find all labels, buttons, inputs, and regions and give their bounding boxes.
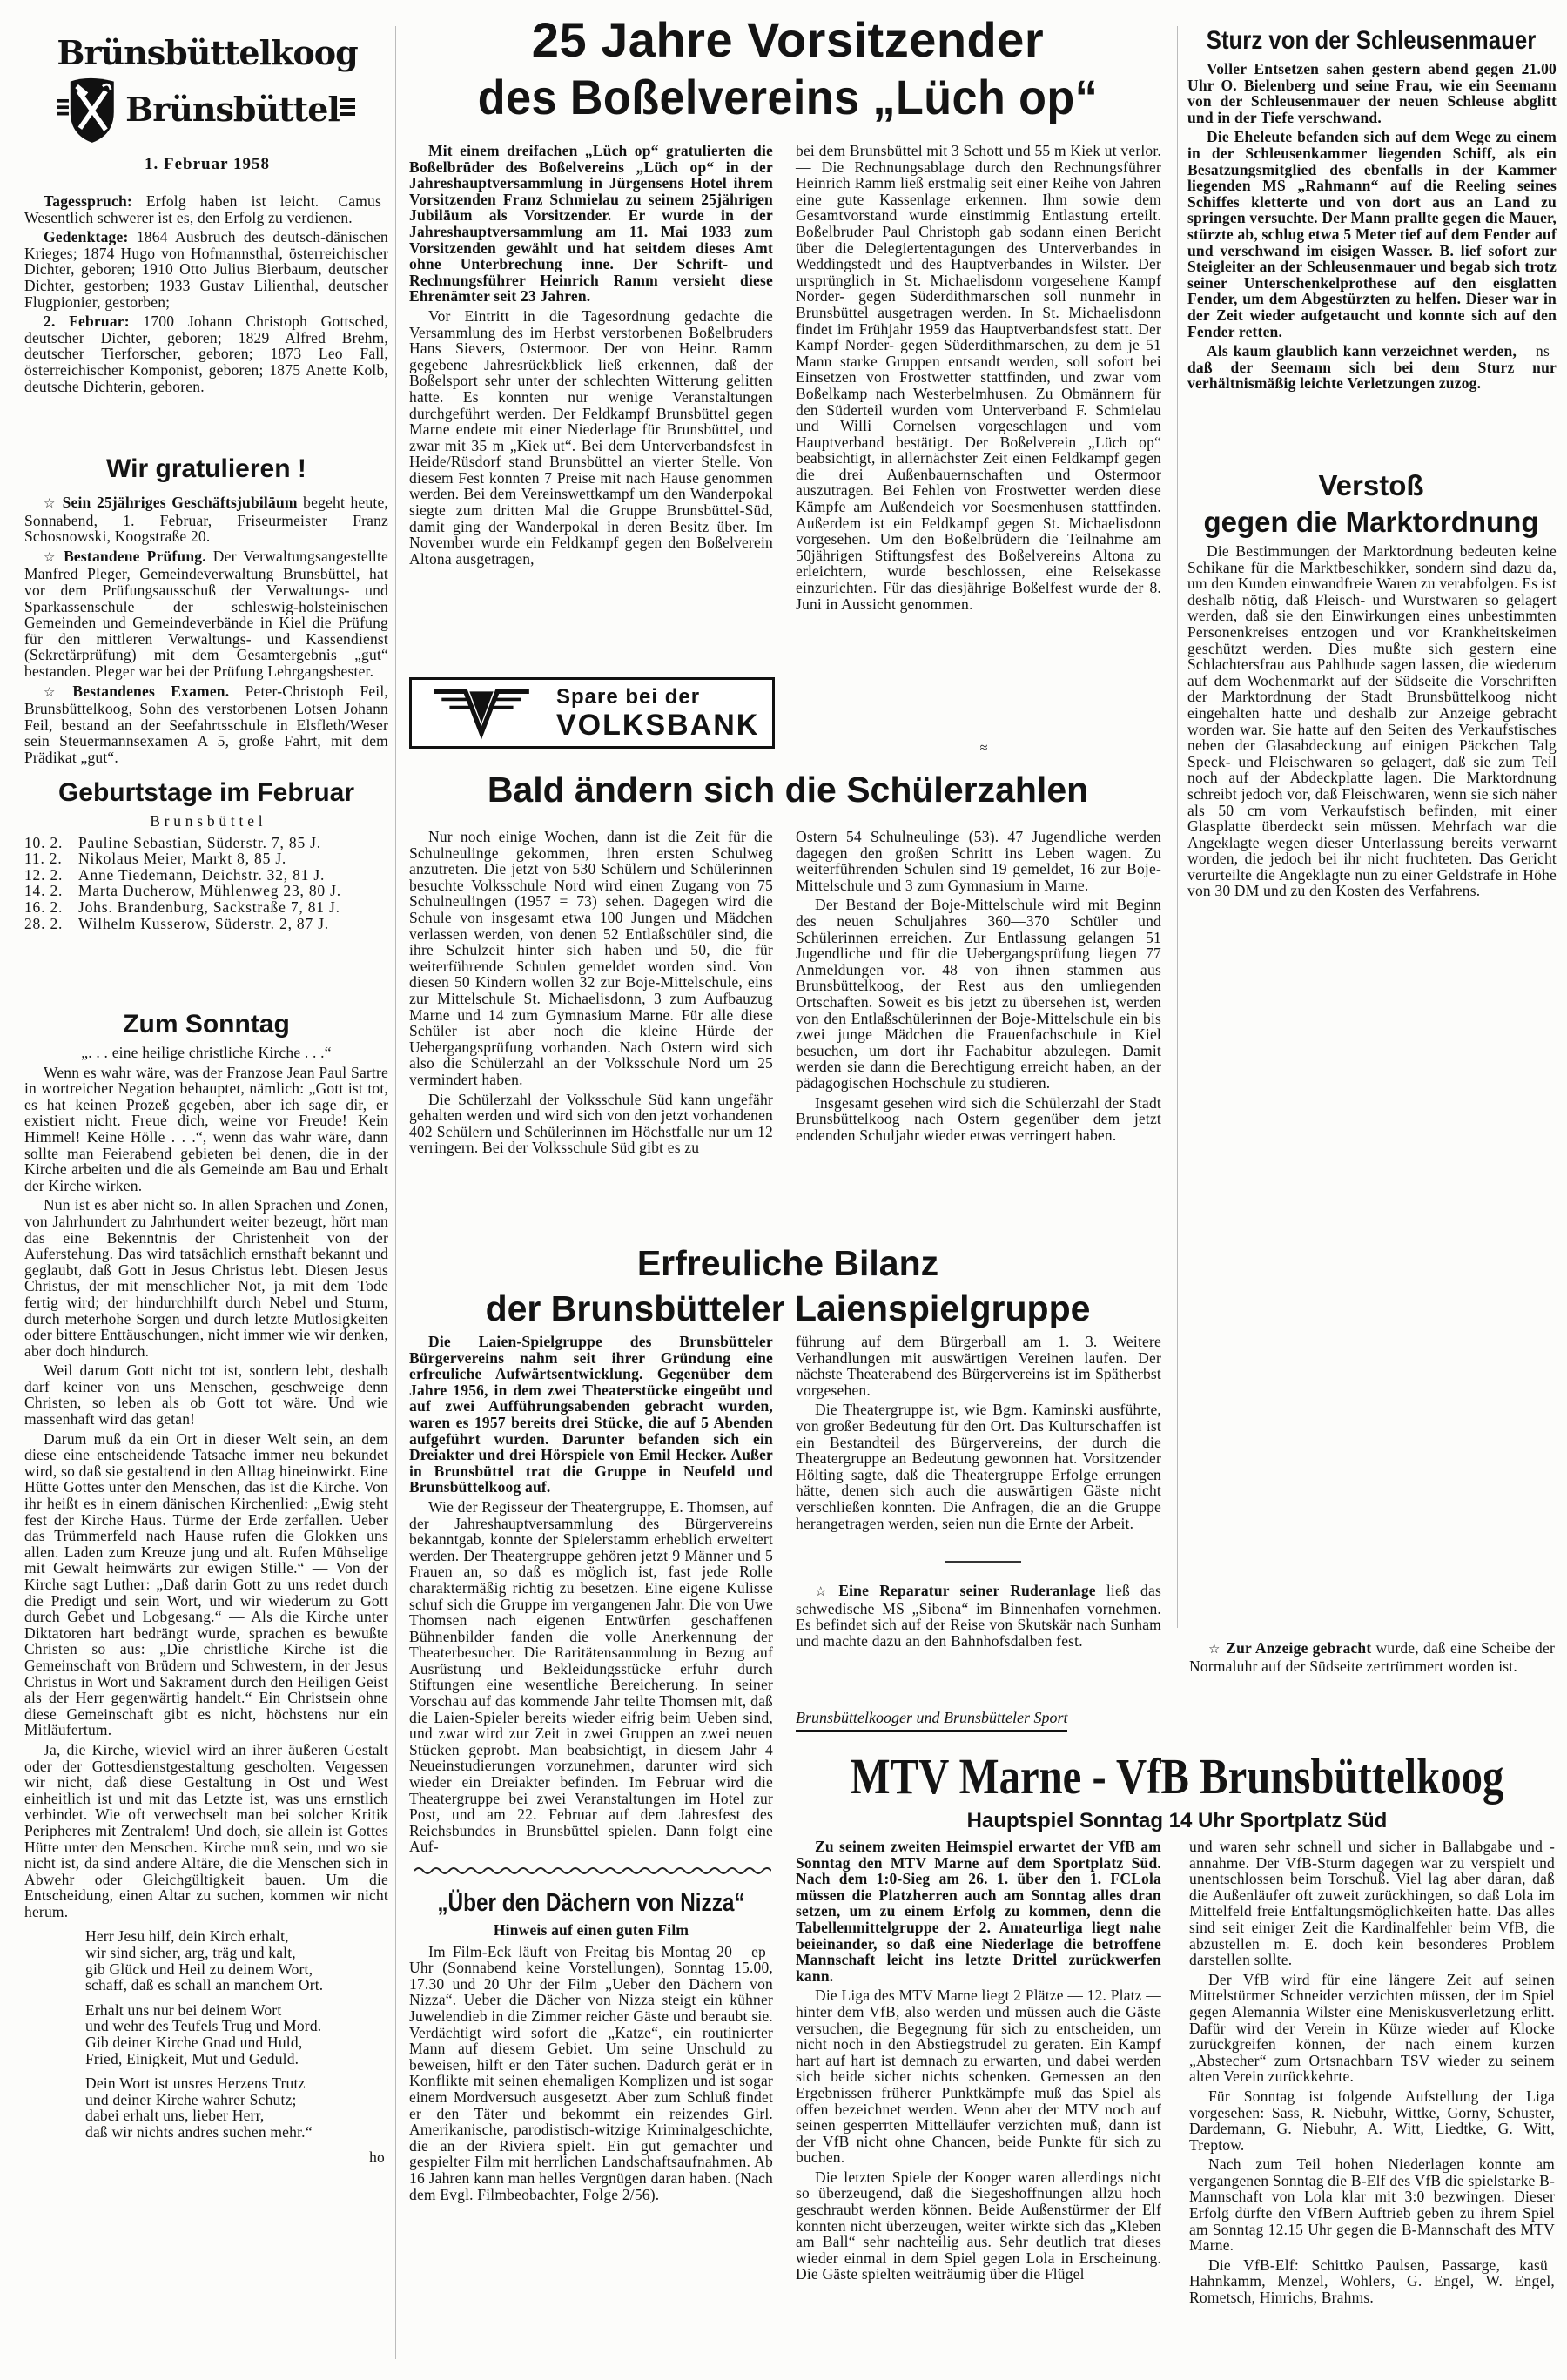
paragraph — [24, 193, 388, 225]
sunday-heading: Zum Sonntag — [123, 1010, 290, 1039]
paragraph — [1189, 2088, 1555, 2153]
market-article — [1187, 543, 1557, 903]
paragraph — [796, 897, 1161, 1091]
birthday-date: 16. 2. — [24, 898, 64, 916]
paragraph-lead: Bestandene Prüfung. — [64, 547, 206, 565]
star-icon: ☆ — [44, 685, 68, 700]
paragraph-text: Die Liga des MTV Marne liegt 2 Plätze — 12. Platz — hinter dem VfB, also werden und müssen auch die Gäste versuchen, die Begegnung für sich zu entscheiden, um nicht noch in den Abstiegstrudel zu geraten. Ein Kampf hart auf hart ist demnach zu erwarten, und dabei werden sich beide sicher nichts schenken. Gemessen an den Ergebnissen früherer Punktkämpfe muß das Spiel als offen bezeichnet werden. Wenn aber der MTV noch auf seinen gesperrten Mittelläufer verzichten muß, dann ist der VfB nicht ohne Chancen, beide Punkte für sich zu buchen. — [796, 1987, 1161, 2167]
market-headline-line2: gegen die Marktordnung — [1203, 506, 1539, 538]
paragraph — [796, 1839, 1161, 1984]
film-subtitle: Hinweis auf einen guten Film — [493, 1921, 689, 1939]
star-icon: ☆ — [815, 1585, 834, 1599]
paragraph — [24, 683, 388, 766]
column-divider — [395, 26, 396, 2359]
paragraph-text: Insgesamt gesehen wird sich die Schülerzahl der Stadt Brunsbüttelkoog nach Ostern gegenüber dem jetzt endenden Schuljahr wieder etwas verringert haben. — [796, 1093, 1161, 1144]
author-signature: Camus — [338, 192, 381, 210]
hymn-line: Herr Jesu hilf, dein Kirch erhalt, — [85, 1927, 289, 1946]
paragraph — [796, 143, 1161, 612]
birthday-date: 11. 2. — [24, 850, 63, 868]
paragraph-text: Mit einem dreifachen „Lüch op“ gratulierten die Boßelbrüder des Boßelvereins „Lüch op“ in der Jahreshauptversammlung in Jürgensens Hotel ihrem Vorsitzenden Franz Schmielau zu seinem 25jährigen Jubiläum als Vorsitzender. Er wurde in der Jahreshauptversammlung am 11. Mai 1933 zum Vorsitzenden gewählt und hat seitdem dieses Amt ohne Unterbrechung inne. Der Schrift- und Rechnungsführer Heinrich Ramm versieht diese Ehrenämter seit 23 Jahren. — [409, 142, 773, 306]
bossel-column-1 — [409, 143, 773, 570]
paragraph — [24, 1065, 388, 1194]
hymn-line: dabei erhalt uns, lieber Herr, — [85, 2107, 265, 2125]
paragraph-text: und waren sehr schnell und sicher in Ballabgabe und -annahme. Der VfB-Sturm dagegen war zu verspielt und unentschlossen beim Torschuß. Viel lag aber daran, daß die Außenläufer oft zuweit zurückhingen, so daß Lola im Mittelfeld freie Entfaltungsmöglichkeiten hatte. Das alles sind seit einiger Zeit die Kardinalfehler beim VfB, die abzustellen m. E. doch kein besonderes Problem darstellen sollte. — [1189, 1838, 1555, 1969]
clock-damage-note — [1189, 1640, 1555, 1677]
birthday-date: 14. 2. — [24, 882, 64, 900]
paragraph-text: Darum muß da ein Ort in dieser Welt sein, an dem diese eine entscheidende Tatsache immer neu bekundet wird, so daß sie gestaltend in den Alltag hineinwirkt. Eine Hütte Gottes unter den Menschen, das ist die Kirche. Von ihr heißt es in einem dänischen Kirchenlied: „Ewig steht fest der Kirche Haus. Türme der Erde zerfallen. Ueber das Trümmerfeld nach Hause rufen die Glokken uns allen. Laden zum Kreuze jung und alt. Rufen Mühselige mit Gewalt heimwärts zur ewigen Stille.“ — Von der Kirche sagt Luther: „Daß darin Gott zu uns redet durch die Predigt und sein Wort, und wir wiederum zu Gott durch Gebet und Lobgesang.“ — Als die Kirche unter Diktatoren hart bedrängt wurde, sprachen es bewußte Christen so aus: „Die christliche Kirche ist die Gemeinschaft von Brüdern und Schwestern, in der Jesus Christus in Wort und Sakrament durch den Heiligen Geist als der Herr gegenwärtig handelt.“ Ein Christsein ohne diese Gemeinschaft gibt es nicht, höchstens nur ein Mitläufertum. — [24, 1429, 388, 1739]
birthday-person: Pauline Sebastian, Süderstr. 7, 85 J. — [78, 833, 321, 851]
daily-notes — [24, 193, 388, 398]
paragraph — [409, 1092, 773, 1156]
paragraph-text: Im Film-Eck läuft von Freitag bis Montag 20 Uhr (Sonnabend keine Vorstellungen), Sonntag 15.00, 17.30 und 20 Uhr der Film „Ueber den Dächern von Nizza“. Ueber die Dächer von Nizza steigt ein kühner Juwelendieb in die Zimmer reicher Gäste und beraubt sie. Verdächtigt wird sofort die „Katze“, ein routinierter Mann auf diesem Gebiet. Um seine Unschuld zu beweisen, hilft er den Täter suchen. Dadurch gerät er in Konflikte mit seinen ehemaligen Komplizen und ist sogar einem Mordversuch ausgesetzt. Aber zum Schluß findet er den Täter und bekommt ein reizendes Girl. Amerikanische, parodistisch-witzige Kriminalgeschichte, die an der Riviera spielt. Ein gut gemachter und gespielter Film mit herrlichen Landschaftsaufnahmen. Ab 16 Jahren kann man helles Vergnügen daran haben. (Nach dem Evgl. Filmbeobachter, Folge 2/56). — [409, 1942, 773, 2203]
masthead — [26, 33, 388, 174]
paragraph-text: Weil darum Gott nicht tot ist, sondern lebt, deshalb darf keiner von uns Menschen, geschweige denn Christen, so leben als ob Gott tot wäre. Und wie massenhaft wird das getan! — [24, 1361, 388, 1429]
hymn-line: und deiner Kirche wahrer Schutz; — [85, 2090, 297, 2108]
birthdays-list — [24, 835, 388, 932]
paragraph — [24, 548, 388, 680]
paragraph-lead: 2. Februar: — [44, 313, 130, 331]
paragraph — [24, 1742, 388, 1920]
paragraph-text: Zu seinem zweiten Heimspiel erwartet der VfB am Sonntag den MTV Marne auf dem Sportplatz Süd. Nach dem 1:0-Sieg am 26. 1. über den 1. FCLola müssen die Platzherren auch am Sonntag alles dran setzen, um zu einem Erfolg zu kommen, denn die Tabellenmittelgruppe der 2. Amateurliga liegt nahe beieinander, so daß eine Niederlage die betroffene Mannschaft leicht ins letzte Drittel zurückwerfen kann. — [796, 1838, 1161, 1985]
short-rule — [945, 1561, 1021, 1563]
paragraph-text: Nur noch einige Wochen, dann ist die Zeit für die Schulneulinge gekommen, ihren ersten Schulweg anzutreten. Die jetzt von 530 Schülern und Schülerinnen besuchte Volksschule Nord wird einen Zugang von 75 Schulneulingen (1957 = 73) sehen. Dagegen wird die Schule von insgesamt etwa 100 Jungen und Mädchen verlassen werden, von denen 52 Entlaßschüler sind, die ihre Schulzeit hinter sich haben und 50, die für weiterführende Schulen gemeldet worden sind. Von diesen 50 Kindern wollen 32 zur Boje-Mittelschule, eins zur Mittelschule St. Michaelisdonn, 3 zum Aufbauzug Marne und 14 zum Gymnasium Marne. Für alle diese Schüler ist aber noch die kleine Hürde der Uebergangsprüfung vorhanden. Nach Ostern wird sich also die Schülerzahl an der Volksschule Nord um 25 vermindert haben. — [409, 828, 773, 1088]
paragraph-text: 1700 Johann Christoph Gottsched, deutscher Dichter, geboren; 1829 Alfred Brehm, deutscher Tierforscher, geboren; 1873 Leo Fall, österreichischer Komponist, geboren; 1875 Anette Kolb, deutsche Dichterin, geboren. — [24, 313, 388, 395]
birthday-person: Marta Ducherow, Mühlenweg 23, 80 J. — [78, 882, 341, 900]
issue-date: 1. Februar 1958 — [145, 155, 270, 173]
bossel-headline-line1: 25 Jahre Vorsitzender — [531, 12, 1045, 67]
school-headline: Bald ändern sich die Schülerzahlen — [487, 770, 1089, 810]
paragraph-text: Nach zum Teil hohen Niederlagen konnte am vergangenen Sonntag die B-Elf des VfB die spielstarke B-Mannschaft von Lola klar mit 3:0 bezwingen. Dieser Erfolg dürfte den VfBern Auftrieb geben zu ihrem Spiel am Sonntag 12.15 Uhr gegen die B-Mannschaft des MTV Marne. — [1189, 2155, 1555, 2255]
hymn-line: und wehr des Teufels Trug und Mord. — [85, 2017, 322, 2035]
congratulations-heading: Wir gratulieren ! — [106, 454, 306, 483]
sunday-signature: ho — [369, 2148, 385, 2166]
paragraph — [409, 308, 773, 568]
theatre-column-2 — [796, 1334, 1161, 1535]
star-icon: ☆ — [44, 497, 57, 511]
star-icon: ☆ — [1208, 1643, 1221, 1657]
paragraph-lead: Gedenktage: — [44, 228, 129, 246]
hymn-line: Dein Wort ist unsres Herzens Trutz — [85, 2074, 306, 2093]
paragraph — [796, 1334, 1161, 1398]
paragraph-text: Die Theatergruppe ist, wie Bgm. Kaminski ausführte, von großer Bedeutung für den Ort. Das Kulturschaffen ist ein Bestandteil des Bürgervereins, der durch die Theatergruppe an Bedeutung gewonnen hat. Vorsitzender Hölting sagte, daß die Theatergruppe Erfolge errungen hätte, denen sich auch die auswärtigen Gäste nicht verschließen konnten. Die Anfragen, die an die Gruppe herangetragen werden, seien nun die Ernte der Arbeit. — [796, 1401, 1161, 1532]
hymn-line: Fried, Einigkeit, Mut und Geduld. — [85, 2049, 299, 2067]
hymn-stanza — [85, 1928, 388, 1993]
ad-line-2: VOLKSBANK — [556, 709, 760, 742]
paragraph-lead: Eine Reparatur seiner Ruderanlage — [838, 1582, 1096, 1599]
paragraph — [409, 143, 773, 305]
paragraph-text: ließ das schwedische MS „Sibena“ im Binnenhafen vornehmen. Es befindet sich auf der Reise von Skutskär nach Sunham und machte dazu an den Bahnhofsdalben fest. — [796, 1582, 1161, 1650]
bossel-headline-line2: des Boßelvereins „Lüch op“ — [477, 70, 1099, 124]
paragraph-text: Die Bestimmungen der Marktordnung bedeuten keine Schikane für die Marktbeschikker, sondern sind dazu da, um den Kunden einwandfreie Waren zu verabfolgen. Es ist deshalb nötig, daß Fleisch- und Wurstwaren so gelagert werden, daß sie den Einwirkungen eines unbestimmten Personenkreises entzogen und vor Krankheitskeimen geschützt werden. Dies mußte sich gestern eine Schlachtersfrau aus Pahlhude sagen lassen, die wiederum auf dem Wochenmarkt auf der Südseite die Vorschriften der Marktordnung der Stadt Brunsbüttelkoog nicht eingehalten hatte und deshalb zur Anzeige gebracht worden war. Sie hatte auf den Seiten des Verkaufstisches neben der Glasabdeckung auf einigen Päckchen Talg Speck- und Fleischwaren so gelagert, daß sie zum Teil noch auf der Abdeckplatte lagen. Die Marktordnung schreibt jedoch vor, daß Fleischwaren, wenn sie sich näher als 50 cm vom Verkaufstisch befinden, mit einer Glasplatte überdeckt sein müssen. Mehrfach war die Angeklagte wegen dieser Unterlassung bereits verwarnt worden, die jedoch bei ihr nicht fruchteten. Das Gericht verurteilte die Angeklagte nun zu einer Geldstrafe in Höhe von 30 DM und zu den Kosten des Verfahrens. — [1187, 542, 1557, 900]
volksbank-logo-icon — [429, 685, 534, 741]
bossel-column-2 — [796, 143, 1161, 615]
birthday-date: 12. 2. — [24, 865, 64, 884]
hymn-stanza — [85, 2002, 388, 2067]
star-icon: ☆ — [44, 550, 59, 565]
ad-line-1: Spare bei der — [556, 685, 701, 709]
paragraph-text: Ostern 54 Schulneulinge (53). 47 Jugendliche werden dagegen den großen Schritt ins Leben wagen. Zu weiterführenden Schulen sind 19 gemeldet, 16 zur Boje-Mittelschule und 3 zum Gymnasium in Marne. — [796, 828, 1161, 894]
school-column-1 — [409, 829, 773, 1160]
hymn-line: wir sind sicher, arg, träg und kalt, — [85, 1944, 296, 1962]
paragraph-text: Ja, die Kirche, wieviel wird an ihrer äußeren Gestalt oder der Gottesdienstgestaltung gescholten. Vergessen wir nicht, daß diese Gestaltung in Ost und West einheitlich ist und mit das Letzte ist, was uns ernstlich verbindet. Wie oft verwechselt man bei solcher Kritik Peripheres mit Zentralem! Und doch, sie allein ist Gottes Hütte unter den Menschen. Kirche muß sein, und wo sie nicht ist, da sind andere Altäre, die die Menschen sich in Abwehr oder Gleichgültigkeit bauen. Um die Entscheidung, einen Altar zu suchen, kommen wir nicht herum. — [24, 1740, 388, 1920]
paragraph — [24, 313, 388, 394]
paragraph — [1189, 1972, 1555, 2085]
masthead-title-line1: Brünsbüttelkoog — [57, 33, 358, 72]
hymn-line: Erhalt uns nur bei deinem Wort — [85, 2000, 282, 2019]
birthday-person: Nikolaus Meier, Markt 8, 85 J. — [78, 850, 287, 868]
birthday-row — [24, 899, 388, 916]
column-divider — [1177, 26, 1178, 1628]
paragraph-text: Die Eheleute befanden sich auf dem Wege zu einem in der Schleusenkammer liegenden Schiff, als ein Besatzungsmitglied des ebenfalls in der Kammer liegenden MS „Rahmann“ auf die Reeling seines Schiffes kletterte und von dort aus an Land zu springen versuchte. Der Mann prallte gegen die Mauer, stürzte ab, schlug etwa 5 Meter tief auf dem Fender auf und verschwand im eisigen Wasser. B. lief sofort zur Steigleiter an der Schleusenmauer und begab sich trotz seiner Unterschenkelprothese auf den eisglatten Fender, um dem Abgestürzten zu helfen. Dieser war in der Zeit wieder aufgetaucht und konnte sich auf den Fender retten. — [1187, 128, 1557, 340]
film-article — [409, 1944, 773, 2207]
wave-divider-icon — [414, 1866, 771, 1876]
theatre-column-1 — [409, 1334, 773, 1859]
birthdays-heading: Geburtstage im Februar — [57, 778, 355, 807]
birthday-row — [24, 867, 388, 884]
paragraph-text: Für Sonntag ist folgende Aufstellung der Liga vorgesehen: Sass, R. Niebuhr, Wittke, Gorny, Schuster, Dardemann, G. Niebuhr, A. Witt, Liedtke, G. Witt, Treptow. — [1189, 2087, 1555, 2154]
film-headline: „Über den Dächern von Nizza“ — [437, 1889, 745, 1917]
paragraph — [1189, 1839, 1555, 1968]
banner-ornament-icon — [340, 97, 357, 123]
paragraph-text: bei dem Brunsbüttel mit 3 Schott und 55 m Kiek ut verlor. — Die Rechnungsablage durch den Rechnungsführer Heinrich Ramm ließ erstmalig seit einer Reihe von Jahren eine gute Kassenlage erkennen. Ihm sowie dem Gesamtvorstand wurde einstimmig Entlastung erteilt. Boßelbruder Paul Christoph gab sodann einen Bericht über die Delegiertentagungen des Unterverbandes in Weddingstedt und des Hauptverbandes in Wilster. Der ursprünglich in St. Michaelisdonn vorgesehene Kampf Norder- gegen Süderdithmarschen soll nunmehr in Brunsbüttel ausgetragen werden. In St. Michaelisdonn findet im Frühjahr 1959 das Hauptverbandsfest statt. Der Kampf Norder- gegen Süderdithmarschen, zu dem je 51 Mann starke Gruppen entsandt werden, soll sofort bei Einsetzen von Frostwetter stattfinden, und zwar vom Boßelkamp nach Westerbelmhusen. Zu Obmännern für den Süderteil wurden vom Unterverband F. Schmielau und Willi Cornelsen vorgeschlagen und vom Hauptverband bestätigt. Der Boßelverein „Lüch op“ beabsichtigt, in allernächster Zeit einen Feldkampf gegen die drei Außenbauernschaften und Ostermoor auszutragen. Bei Fehlen von Frostwetter werden diese Kämpfe am Außendeich vor Soesmenhusen stattfinden. Außerdem ist ein Feldkampf gegen St. Michaelisdonn vorgesehen. Um den Boßelbrüdern die Teilnahme am 50jährigen Stiftungsfest des Boßelvereins Altona zu erleichtern, wurde beschlossen, eine Reisekasse einzurichten. Für das diesjährige Boßelfest wurde der 8. Juni in Aussicht genommen. — [796, 142, 1161, 613]
paragraph-text: Die Laien-Spielgruppe des Brunsbütteler Bürgervereins nahm seit ihrer Gründung eine erfreuliche Aufwärtsentwicklung. Gegenüber dem Jahre 1956, in dem zwei Theaterstücke eingeübt und auf zwei Aufführungsabenden gebracht wurden, waren es 1957 bereits drei Stücke, die auf 5 Abenden aufgeführt wurden. Darunter befanden sich ein Dreiakter und drei Hörspiele von Emil Hecker. Außer in Brunsbüttel trat die Gruppe in Neufeld und Brunsbüttelkoog auf. — [409, 1333, 773, 1496]
birthday-person: Johs. Brandenburg, Sackstraße 7, 81 J. — [78, 898, 340, 916]
paragraph — [1189, 2156, 1555, 2254]
hymn-line: schaff, daß es schall an manchem Ort. — [85, 1976, 324, 1994]
sunday-subtitle: „. . . eine heilige christliche Kirche . . .“ — [81, 1044, 332, 1061]
paragraph-text: begeht heute, Sonnabend, 1. Februar, Friseurmeister Franz Schosnowski, Koogstraße 20. — [24, 494, 389, 546]
birthday-date: 10. 2. — [24, 833, 64, 851]
paragraph-text: Wie der Regisseur der Theatergruppe, E. Thomsen, auf der Jahreshauptversammlung des Bürgervereins bekanntgab, konnte der Spielerstamm erheblich erweitert werden. Der Theatergruppe gehören jetzt 9 Männer und 5 Frauen an, so daß es möglich ist, fast jede Rolle charaktermäßig richtig zu besetzen. Eine eigene Kulisse schuf sich die Gruppe im vergangenen Jahr. Die von Uwe Thomsen nach eigenen Entwürfen geschaffenen Bühnenbilder fanden die volle Anerkennung der Theaterbesucher. Die Raritätensammlung in Bezug auf Ausrüstung und Bekleidungsstücke erfuhr durch Stiftungen eine wesentliche Bereicherung. In seiner Vorschau auf das kommende Jahr teilte Thomsen mit, daß die Laien-Spieler bereits wieder eifrig beim Ueben sind, und zwar wird zur Zeit in zwei Gruppen an zwei neuen Stücken geprobt. Man beabsichtigt, in diesem Jahr 4 Neueinstudierungen vorzunehmen, darunter wird sich wieder ein Dreiakter befinden. Im Februar wird die Theatergruppe bei zwei Veranstaltungen im Hotel zur Post, und am 22. Februar auf dem Jahresfest des Reichsbundes in Brunsbüttel spielen. Dann folgt eine Auf- — [409, 1497, 773, 1856]
paragraph-text: Wenn es wahr wäre, was der Franzose Jean Paul Sartre in wortreicher Negation behauptet, nämlich: „Gott ist tot, es hat keinen Prozeß gegeben, aber ich sage dir, er existiert nicht. Freue dich, weine vor Freude! Kein Himmel! Keine Hölle . . .“, wenn das wahr wäre, dann sollte man Feierabend gebieten bei denen, die in der Kirche arbeiten und die als Gemeinde am Bau und Erhalt der Kirche wirken. — [24, 1063, 388, 1194]
birthday-row — [24, 850, 388, 867]
paragraph-text: Der VfB wird für eine längere Zeit auf seinen Mittelstürmer Schneider verzichten müssen, der im Spiel gegen Alemannia Wilster eine Meniskusverletzung erlitt. Dafür wird der Verein in Kürze wieder auf Klocke zurückgreifen können, der nach einem kurzen „Abstecher“ zum Ortsnachbarn TSV wieder zu seinem alten Verein zurückkehrte. — [1189, 1970, 1555, 2086]
birthday-row — [24, 883, 388, 899]
paragraph — [409, 1334, 773, 1496]
paragraph — [24, 1197, 388, 1359]
author-signature: ep — [751, 1942, 766, 1960]
paragraph — [1187, 61, 1557, 125]
paragraph — [24, 229, 388, 310]
paragraph-text: Der Verwaltungsangestellte Manfred Pleger, Gemeindeverwaltung Brunsbüttel, hat vor dem Prüfungsausschuß der Verwaltungs- und Sparkassenschule der schleswig-holsteinischen Gemeinden und Gemeindeverbände in Kiel die Prüfung für den mittleren Verwaltungs- und Kassendienst (Sekretärprüfung) mit dem Gesamtergebnis „gut“ bestanden. Pleger war bei der Prüfung Lehrgangsbester. — [24, 547, 388, 680]
paragraph-text: Der Bestand der Boje-Mittelschule wird mit Beginn des neuen Schuljahres 360—370 Schüler und Schülerinnen erreichen. Zur Entlassung gelangen 51 Jugendliche und für die Uebergangsprüfung liegen 77 Anmeldungen vor. 48 von ihnen stammen aus Brunsbüttelkoog, der Rest aus den umliegenden Ortschaften. Soweit es bis jetzt zu übersehen ist, werden von den Entlaßschülerinnen der Boje-Mittelschule ein bis zwei junge Mädchen die Frauenfachschule in Kiel besuchen, um dort ihr Fachabitur abzulegen. Damit werden sie dann die Berechtigung erreicht haben, an der pädagogischen Hochschule zu studieren. — [796, 896, 1161, 1092]
sport-column-2 — [1189, 1839, 1555, 2309]
school-column-2 — [796, 829, 1161, 1146]
theatre-headline-line2: der Brunsbütteler Laienspielgruppe — [485, 1288, 1091, 1328]
paragraph — [24, 1431, 388, 1738]
hymn-line: daß wir nichts andres suchen mehr.“ — [85, 2123, 313, 2141]
paragraph-text: Die Schülerzahl der Volksschule Süd kann ungefähr gehalten werden und wird sich von den jetzt vorhandenen 402 Schülern und Schülerinnen im Höchstfalle nur um 12 verringern. Bei der Volksschule Süd gibt es zu — [409, 1090, 773, 1157]
wave-ornament-icon: ≈ — [979, 741, 988, 756]
birthday-row — [24, 835, 388, 851]
sunday-article — [24, 1045, 388, 2165]
paragraph-text: Die VfB-Elf: Schittko Paulsen, Passarge, Hahnkamm, Menzel, Wohlers, G. Engel, W. Engel, Rometsch, Hinrichs, Brahms. — [1189, 2256, 1555, 2307]
paragraph-text: Peter-Christoph Feil, Brunsbüttelkoog, Sohn des verstorbenen Lotsen Johann Feil, bestand an der Seefahrtsschule in Elsfleth/Weser sein Steuermannsexamen A 5, große Fahrt, mit dem Prädikat „gut“. — [24, 682, 389, 766]
paragraph — [1187, 343, 1557, 392]
paragraph — [409, 1499, 773, 1855]
paragraph-text: Vor Eintritt in die Tagesordnung gedachte die Versammlung des im Herbst verstorbenen Boßelbruders Hans Sievers, Ostermoor. Der von Heinr. Ramm gegebene Jahresrückblick ließ erkennen, daß der Boßelsport sehr unter der schlechten Witterung gelitten hatte. Es konnten nur wenige Veranstaltungen durchgeführt werden. Der Feldkampf Brunsbüttel gegen Marne endete mit einer Niederlage für Brunsbüttel, und zwar mit 35 m „Kiek ut“. Bei dem Unterverbandsfest in Heide/Rüsdorf stand Brunsbüttel an vierter Stelle. Von diesem Fest konnten 7 Preise mit nach Hause genommen werden. Bei dem Vereinswettkampf um den Wanderpokal siegte zum dritten Mal die Gruppe Brunsbüttel-Süd, damit ging der Wanderpokal in deren Besitz über. Im November wurde ein Feldkampf gegen den Boßelverein Altona ausgetragen, — [409, 306, 773, 568]
paragraph — [796, 829, 1161, 893]
paragraph — [409, 1944, 773, 2203]
market-headline-line1: Verstoß — [1318, 469, 1424, 501]
paragraph — [1189, 1640, 1555, 1674]
theatre-headline-line1: Erfreuliche Bilanz — [636, 1243, 939, 1283]
paragraph — [796, 1095, 1161, 1144]
hymn-line: Gib deiner Kirche Gnad und Huld, — [85, 2034, 303, 2052]
sport-column-1 — [796, 1839, 1161, 2286]
paragraph — [1187, 129, 1557, 340]
paragraph-text: führung auf dem Bürgerball am 1. 3. Weitere Verhandlungen mit auswärtigen Vereinen laufen. Der nächste Theaterabend des Bürgervereins ist im Spätherbst vorgesehen. — [796, 1333, 1161, 1399]
paragraph — [1187, 543, 1557, 899]
birthday-person: Anne Tiedemann, Deichstr. 32, 81 J. — [78, 865, 326, 884]
birthdays-place: B r u n s b ü t t e l — [150, 812, 263, 830]
birthday-row — [24, 916, 388, 932]
author-signature: ns — [1536, 342, 1550, 360]
volksbank-ad — [409, 677, 775, 749]
paragraph — [24, 1362, 388, 1427]
paragraph-lead: Bestandenes Examen. — [72, 682, 230, 700]
lock-fall-article — [1187, 61, 1557, 395]
sport-subtitle: Hauptspiel Sonntag 14 Uhr Sportplatz Süd — [966, 1809, 1388, 1832]
sunday-body — [24, 1065, 388, 1920]
paragraph — [409, 829, 773, 1088]
paragraph — [796, 1402, 1161, 1531]
masthead-title-line2: Brünsbüttel — [125, 90, 340, 129]
hymn-stanza — [85, 2075, 388, 2140]
paragraph — [796, 1987, 1161, 2166]
coat-of-arms-icon — [57, 75, 122, 145]
paragraph-text: 1864 Ausbruch des deutsch-dänischen Krieges; 1874 Hugo von Hofmannsthal, österreichischer Dichter, geboren; 1910 Otto Julius Bierbaum, deutscher Dichter, gestorben; 1933 Gustav Lilienthal, deutscher Flugpionier, gestorben; — [24, 228, 388, 311]
hymn-verses — [85, 1928, 388, 2140]
birthday-date: 28. 2. — [24, 914, 64, 932]
rudder-repair-note — [796, 1583, 1161, 1652]
paragraph-text: Voller Entsetzen sahen gestern abend gegen 21.00 Uhr O. Bielenberg und seine Frau, wie ein Seemann von der Schleusenmauer der neuen Schleuse abglitt und in der Tiefe verschwand. — [1187, 60, 1557, 126]
paragraph-text: Nun ist es aber nicht so. In allen Sprachen und Zonen, von Jahrhundert zu Jahrhundert weiter bezeugt, hört man das eine Bekenntnis der Christenheit von der Auferstehung. Das wird tatsächlich ernsthaft bekannt und geglaubt, daß Gott in Jesus Christus lebt. Diesen Jesus Christus, der mit menschlicher Not, ja mit dem Tode fertig wird; der hindurchhilft durch Nebel und Sturm, durch meterhohe Sorgen und durch letzte Mutlosigkeiten oder bittere Enttäuschungen, nicht immer wie wir denken, aber doch hindurch. — [24, 1196, 388, 1360]
paragraph — [796, 2169, 1161, 2283]
paragraph-text: Als kaum glaublich kann verzeichnet werden, daß der Seemann sich bei dem Sturz nur verhältnismäßig leichte Verletzungen zuzog. — [1187, 342, 1557, 393]
paragraph — [24, 494, 388, 545]
paragraph-text: Die letzten Spiele der Kooger waren allerdings nicht so überzeugend, daß die Siegeshoffnungen allzu hoch geschraubt werden können. Beide Außenstürmer der Elf konnten nicht überzeugen, weiter wirkte sich das „Kleben am Ball“ sehr nachteilig aus. Sehr deutlich trat dieses wieder einmal in dem Spiel gegen Lola in Erscheinung. Die Gäste spielten weiträumig über die Flügel — [796, 2168, 1161, 2283]
paragraph-text: wurde, daß eine Scheibe der Normaluhr auf der Südseite zertrümmert worden ist. — [1189, 1639, 1555, 1675]
congratulations-list — [24, 494, 388, 770]
paragraph — [796, 1583, 1161, 1649]
paragraph-text: Erfolg haben ist leicht. Wesentlich schwerer ist es, den Erfolg zu verdienen. — [24, 192, 353, 226]
paragraph — [1189, 2257, 1555, 2306]
hymn-line: gib Glück und Heil zu deinem Wort, — [85, 1960, 313, 1978]
paragraph-lead: Sein 25jähriges Geschäftsjubiläum — [62, 494, 298, 511]
sport-headline: MTV Marne - VfB Brunsbüttelkoog — [850, 1748, 1504, 1805]
birthday-person: Wilhelm Kusserow, Süderstr. 2, 87 J. — [78, 914, 329, 932]
sport-section-kicker: Brunsbüttelkooger und Brunsbütteler Sport — [796, 1708, 1067, 1732]
paragraph-lead: Tagesspruch: — [44, 192, 132, 210]
paragraph-lead: Zur Anzeige gebracht — [1226, 1639, 1372, 1657]
author-signature: kasü — [1519, 2256, 1548, 2274]
lock-fall-headline: Sturz von der Schleusenmauer — [1206, 26, 1537, 55]
